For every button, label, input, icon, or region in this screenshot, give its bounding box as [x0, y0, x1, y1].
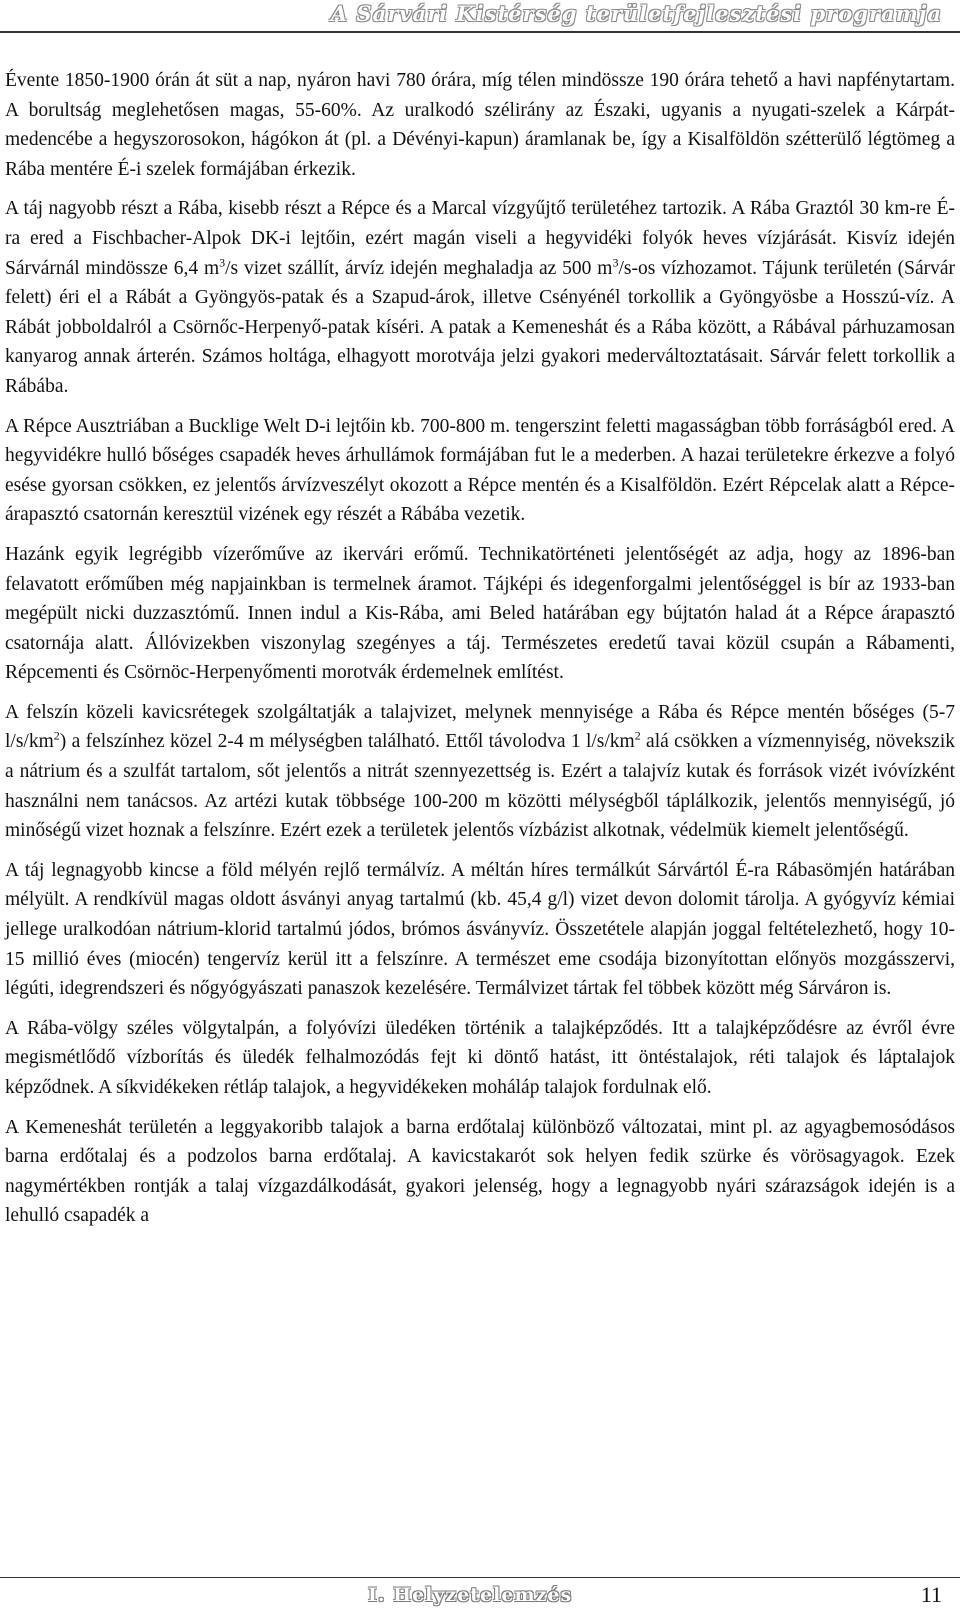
page-number: 11 [920, 1582, 942, 1607]
paragraph-repce: A Répce Ausztriában a Bucklige Welt D-i lejtőin kb. 700-800 m. tengerszint feletti magasságban több forráságból ered. A hegyvidékre hulló bőséges csapadék heves árhullámok formájában fut le a mederben. A hazai területekre érkezve a folyó esése gyorsan csökken, ez jelentős árvízveszélyt okozott a Répce mentén és a Kisalföldön. Ezért Répcelak alatt a Répce-árapasztó csatornán keresztül vizének egy részét a Rábába vezetik. [5, 415, 955, 526]
paragraph-thermal-water: A táj legnagyobb kincse a föld mélyén rejlő termálvíz. A méltán híres termálkút Sárvártól É-ra Rábasömjén határában mélyült. A rendkívül magas oldott ásványi anyag tartalmú (kb. 45,4 g/l) vizet devon dolomit tárolja. A gyógyvíz kémiai jellege uralkodóan nátrium-klorid tartalmú jódos, brómos ásványvíz. Összetétele alapján joggal feltételezhető, hogy 10-15 millió éves (miocén) tengervíz kerül itt a felszínre. A természet eme csodája bizonyítottan előnyös mozgásszervi, légúti, idegrendszeri és nőgyógyászati panaszok kezelésére. Termálvizet tártak fel többek között még Sárváron is. [5, 859, 955, 1000]
superscript: 2 [53, 728, 60, 743]
paragraph-groundwater [5, 698, 955, 846]
text-run: /s vizet szállít, árvíz idején meghaladja az 500 m [225, 257, 613, 279]
paragraph-soil-types: A Kemeneshát területén a leggyakoribb talajok a barna erdőtalaj különböző változatai, mint pl. az agyagbemosódásos barna erdőtalaj és a podzolos barna erdőtalaj. A kavicstakarót sok helyen fedik szürke és vörösagyagok. Ezek nagymértékben rontják a talaj vízgazdálkodását, gyakori jelenség, hogy a legnagyobb nyári szárazságok idején is a lehulló csapadék a [5, 1116, 955, 1227]
footer-divider [0, 1577, 960, 1578]
page-header [0, 0, 960, 38]
footer-section-title: I. Helyzetelemzés [368, 1584, 573, 1606]
body-text [5, 66, 955, 1241]
text-run: alá csökken a vízmennyiség, növekszik a nátrium és a szulfát tartalom, sőt jelentős a nitrát szennyezettség is. Ezért a talajvíz kutak és források vizét ivóvízként használni nem tanácsos. Az artézi kutak többsége 100-200 m közötti mélységből táplálkozik, jelentős mennyiségű, jó minőségű vizet hoznak a felszínre. Ezért ezek a területek jelentős vízbázist alkotnak, védelmük kiemelt jelentőségű. [5, 731, 956, 842]
text-run: ) a felszínhez közel 2-4 m mélységben található. Ettől távolodva 1 l/s/km [59, 731, 635, 753]
paragraph-climate: Évente 1850-1900 órán át süt a nap, nyáron havi 780 órára, míg télen mindössze 190 órára tehető a havi napfénytartam. A borultság meglehetősen magas, 55-60%. Az uralkodó szélirány az Északi, ugyanis a nyugati-szelek a Kárpát-medencébe a hegyszorosokon, hágókon át (pl. a Dévényi-kapun) áramlanak be, így a Kisalföldön szétterülő légtömeg a Rába mentére É-i szelek formájában érkezik. [5, 70, 955, 180]
superscript: 3 [612, 255, 619, 270]
text-run: A táj nagyobb részt a Rába, kisebb részt a Répce és a Marcal vízgyűjtő területéhez tartozik. A Rába Graztól 30 km-re É-ra ered a Fischbacher-Alpok DK-i lejtőin, ezért magán viseli a hegyvidéki folyók heves vízjárását. Kisvíz idején Sárvárnál mindössze 6,4 m [5, 198, 955, 279]
text-run: /s-os vízhozamot. Tájunk területén (Sárvár felett) éri el a Rábát a Gyöngyös-patak és a Szapud-árok, illetve Csényénél torkollik a Gyöngyösbe a Hosszú-víz. A Rábát jobboldalról a Csörnőc-Herpenyő-patak kíséri. A patak a Kemeneshát és a Rába között, a Rábával párhuzamosan kanyarog annak árterén. Számos holtága, elhagyott morotvája jelzi gyakori mederváltoztatásait. Sárvár felett torkollik a Rábába. [5, 257, 955, 397]
paragraph-rivers [5, 194, 955, 401]
superscript: 2 [634, 728, 641, 743]
paragraph-soil-formation: A Rába-völgy széles völgytalpán, a folyóvízi üledéken történik a talajképződés. Itt a talajképződésre az évről évre megismétlődő vízborítás és üledék felhalmozódás fejt ki döntő hatást, itt öntéstalajok, réti talajok és láptalajok képződnek. A síkvidékeken rétláp talajok, a hegyvidékeken moháláp talajok fordulnak elő. [5, 1017, 955, 1098]
header-divider [0, 31, 960, 33]
superscript: 3 [219, 255, 226, 270]
text-run: A felszín közeli kavicsrétegek szolgáltatják a talajvizet, melynek mennyisége a Rába és Répce mentén bőséges (5-7 l/s/km [5, 701, 955, 753]
header-title: A Sárvári Kistérség területfejlesztési programja [330, 1, 942, 26]
paragraph-hydropower: Hazánk egyik legrégibb vízerőműve az ikervári erőmű. Technikatörténeti jelentőségét az adja, hogy az 1896-ban felavatott erőműben még napjainkban is termelnek áramot. Tájképi és idegenforgalmi jelentőséggel is bír az 1933-ban megépült nicki duzzasztómű. Innen indul a Kis-Rába, ami Beled határában egy bújtatón halad át a Répce árapasztó csatornája alatt. Állóvizekben viszonylag szegényes a táj. Természetes eredetű tavai közül csupán a Rábamenti, Répcementi és Csörnöc-Herpenyőmenti morotvák érdemelnek említést. [5, 543, 955, 684]
